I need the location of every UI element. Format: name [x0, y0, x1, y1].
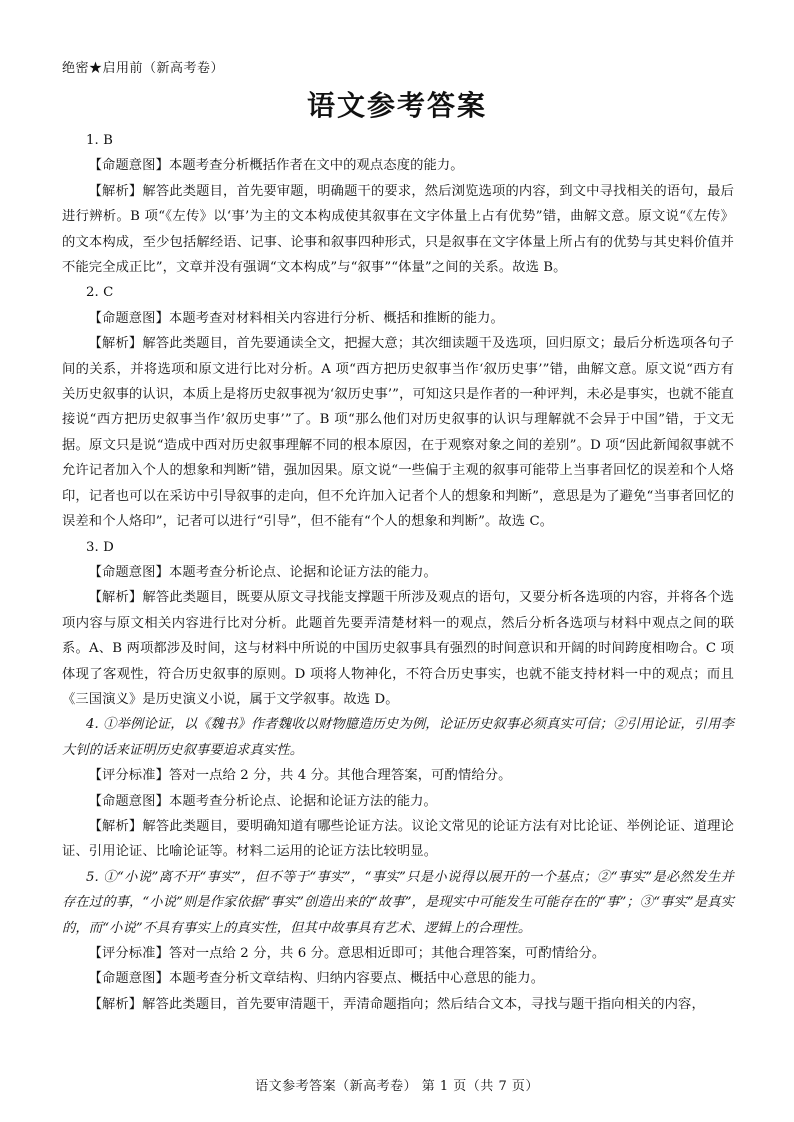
q4-intent: 【命题意图】本题考查分析论点、论据和论证方法的能力。	[88, 793, 437, 809]
q5-scoring: 【评分标准】答对一点给 2 分，共 6 分。意思相近即可；其他合理答案，可酌情给分。	[88, 946, 606, 961]
q5-answer: 5. ①“小说”离不开“事实”，但不等于“事实”，“事实”只是小说得以展开的一个基点；②“事实”是必然发生并存在过的事，“小说”则是作家依据“事实”创造出来的“故事”，是现实中可能发生可能存在的“事”；③“事实”是真实的，而“小说”不具有事实上的真实性，但其中故事具有艺术、逻辑上的合理性。	[62, 869, 734, 936]
q2-intent: 【命题意图】本题考查对材料相关内容进行分析、概括和推断的能力。	[88, 310, 504, 326]
answer-content	[62, 128, 734, 1017]
q1-intent: 【命题意图】本题考查分析概括作者在文中的观点态度的能力。	[88, 158, 464, 174]
q4-answer: 4. ①举例论证，以《魏书》作者魏收以财物臆造历史为例，论证历史叙事必须真实可信；②引用论证，引用李大钊的话来证明历史叙事要追求真实性。	[62, 717, 734, 758]
q2-analysis: 【解析】解答此类题目，首先要通读全文，把握大意；其次细读题干及选项，回归原文；最后分析选项各句子间的关系，并将选项和原文进行比对分析。A 项“西方把历史叙事当作‘叙历史事’”错，曲解文意。原文说“西方有关历史叙事的认识，本质上是将历史叙事视为‘叙历史事’”，可知这只是作者的一种评判，未必是事实，也就不能直接说“西方把历史叙事当作’叙历史事’”了。B 项“那么他们对历史叙事的认识与理解就不会异于中国”错，于文无据。原文只是说“造成中西对历史叙事理解不同的根本原因，在于观察对象之间的差别”。D 项“因此新闻叙事就不允许记者加入个人的想象和判断”错，强加因果。原文说“一些偏于主观的叙事可能带上当事者回忆的误差和个人烙印，记者也可以在采访中引导叙事的走向，但不允许加入记者个人的想象和判断”，意思是为了避免“当事者回忆的误差和个人烙印”，记者可以进行“引导”，但不能有“个人的想象和判断”。故选 C。	[62, 336, 734, 530]
page-footer: 语文参考答案（新高考卷） 第 1 页（共 7 页）	[255, 1079, 539, 1094]
q2-answer: 2. C	[85, 285, 114, 301]
confidential-header: 绝密★启用前（新高考卷）	[62, 61, 225, 76]
q4-analysis: 【解析】解答此类题目，要明确知道有哪些论证方法。议论文常见的论证方法有对比论证、举例论证、道理论证、引用论证、比喻论证等。材料二运用的论证方法比较明显。	[62, 818, 734, 860]
q4-scoring: 【评分标准】答对一点给 2 分，共 4 分。其他合理答案，可酌情给分。	[88, 768, 512, 784]
page-title: 语文参考答案	[306, 89, 487, 122]
q1-analysis: 【解析】解答此类题目，首先要审题，明确题干的要求，然后浏览选项的内容，到文中寻找相关的语句，最后进行辨析。B 项“《左传》以‘事’为主的文本构成使其叙事在文字体量上占有优势”错，曲解文意。原文说“《左传》的文本构成，至少包括解经语、记事、论事和叙事四种形式，只是叙事在文字体量上所占有的优势与其史料价值并不能完全成正比”，文章并没有强调“文本构成”与“叙事”“体量”之间的关系。故选 B。	[62, 183, 734, 276]
q5-intent: 【命题意图】本题考查分析文章结构、归纳内容要点、概括中心意思的能力。	[88, 971, 545, 987]
q3-analysis: 【解析】解答此类题目，既要从原文寻找能支撑题干所涉及观点的语句，又要分析各选项的内容，并将各个选项内容与原文相关内容进行比对分析。此题首先要弄清楚材料一的观点，然后分析各选项与材料中观点之间的联系。A、B 两项都涉及时间，这与材料中所说的中国历史叙事具有强烈的时间意识和开阔的时间跨度相吻合。C 项体现了客观性，符合历史叙事的原则。D 项将人物神化，不符合历史事实，也就不能支持材料一中的观点；而且《三国演义》是历史演义小说，属于文学叙事。故选 D。	[62, 590, 734, 707]
q5-analysis: 【解析】解答此类题目，首先要审清题干，弄清命题指向；然后结合文本，寻找与题干指向相关的内容，	[88, 996, 705, 1012]
q3-answer: 3. D	[85, 539, 114, 555]
q1-answer: 1. B	[85, 133, 114, 148]
q3-intent: 【命题意图】本题考查分析论点、论据和论证方法的能力。	[88, 564, 437, 580]
